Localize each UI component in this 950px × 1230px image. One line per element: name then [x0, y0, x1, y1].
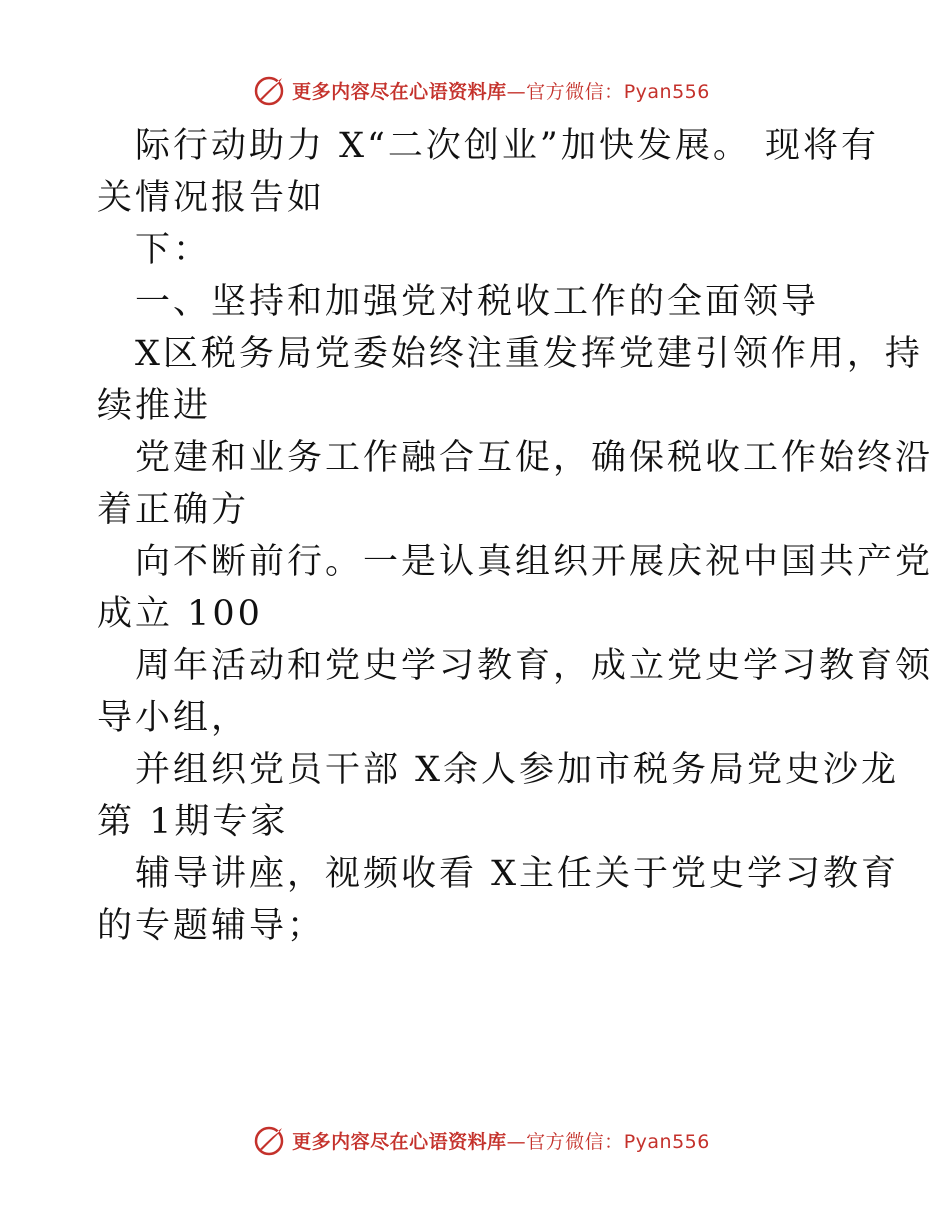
- quill-logo-icon: [252, 72, 288, 108]
- text-line: 并组织党员干部 X余人参加市税务局党史沙龙: [135, 750, 900, 790]
- header-watermark: [0, 70, 950, 110]
- watermark-site-name: 更多内容尽在心语资料库: [292, 80, 507, 103]
- text-line: X区税务局党委始终注重发挥党建引领作用，持: [135, 334, 923, 374]
- document-body: [97, 120, 934, 952]
- watermark-wechat-label: 官方微信：: [526, 1130, 624, 1153]
- quill-logo-icon: [252, 1122, 288, 1158]
- watermark-wechat-id: Pyan556: [623, 1130, 710, 1153]
- text-line: 导小组，: [97, 698, 250, 738]
- text-line: 关情况报告如: [97, 178, 326, 218]
- watermark-dash: —: [506, 80, 527, 103]
- watermark-dash: —: [506, 1130, 527, 1153]
- text-line: 成立 100: [97, 594, 263, 634]
- text-line: 下：: [135, 230, 212, 270]
- text-line: 辅导讲座，视频收看 X主任关于党史学习教育: [135, 854, 900, 894]
- watermark-wechat-label: 官方微信：: [526, 80, 624, 103]
- text-line: 向不断前行。一是认真组织开展庆祝中国共产党: [135, 542, 934, 582]
- text-line: 一、坚持和加强党对税收工作的全面领导: [135, 282, 820, 322]
- text-line: 周年活动和党史学习教育，成立党史学习教育领: [135, 646, 934, 686]
- watermark-wechat-id: Pyan556: [623, 80, 710, 103]
- text-line: 党建和业务工作融合互促，确保税收工作始终沿: [135, 438, 934, 478]
- text-line: 着正确方: [97, 490, 250, 530]
- text-line: 续推进: [97, 386, 212, 426]
- text-line: 的专题辅导；: [97, 906, 326, 946]
- footer-watermark: [0, 1120, 950, 1160]
- watermark-site-name: 更多内容尽在心语资料库: [292, 1130, 507, 1153]
- text-line: 际行动助力 X“二次创业”加快发展。 现将有: [135, 126, 879, 166]
- text-line: 第 1期专家: [97, 802, 289, 842]
